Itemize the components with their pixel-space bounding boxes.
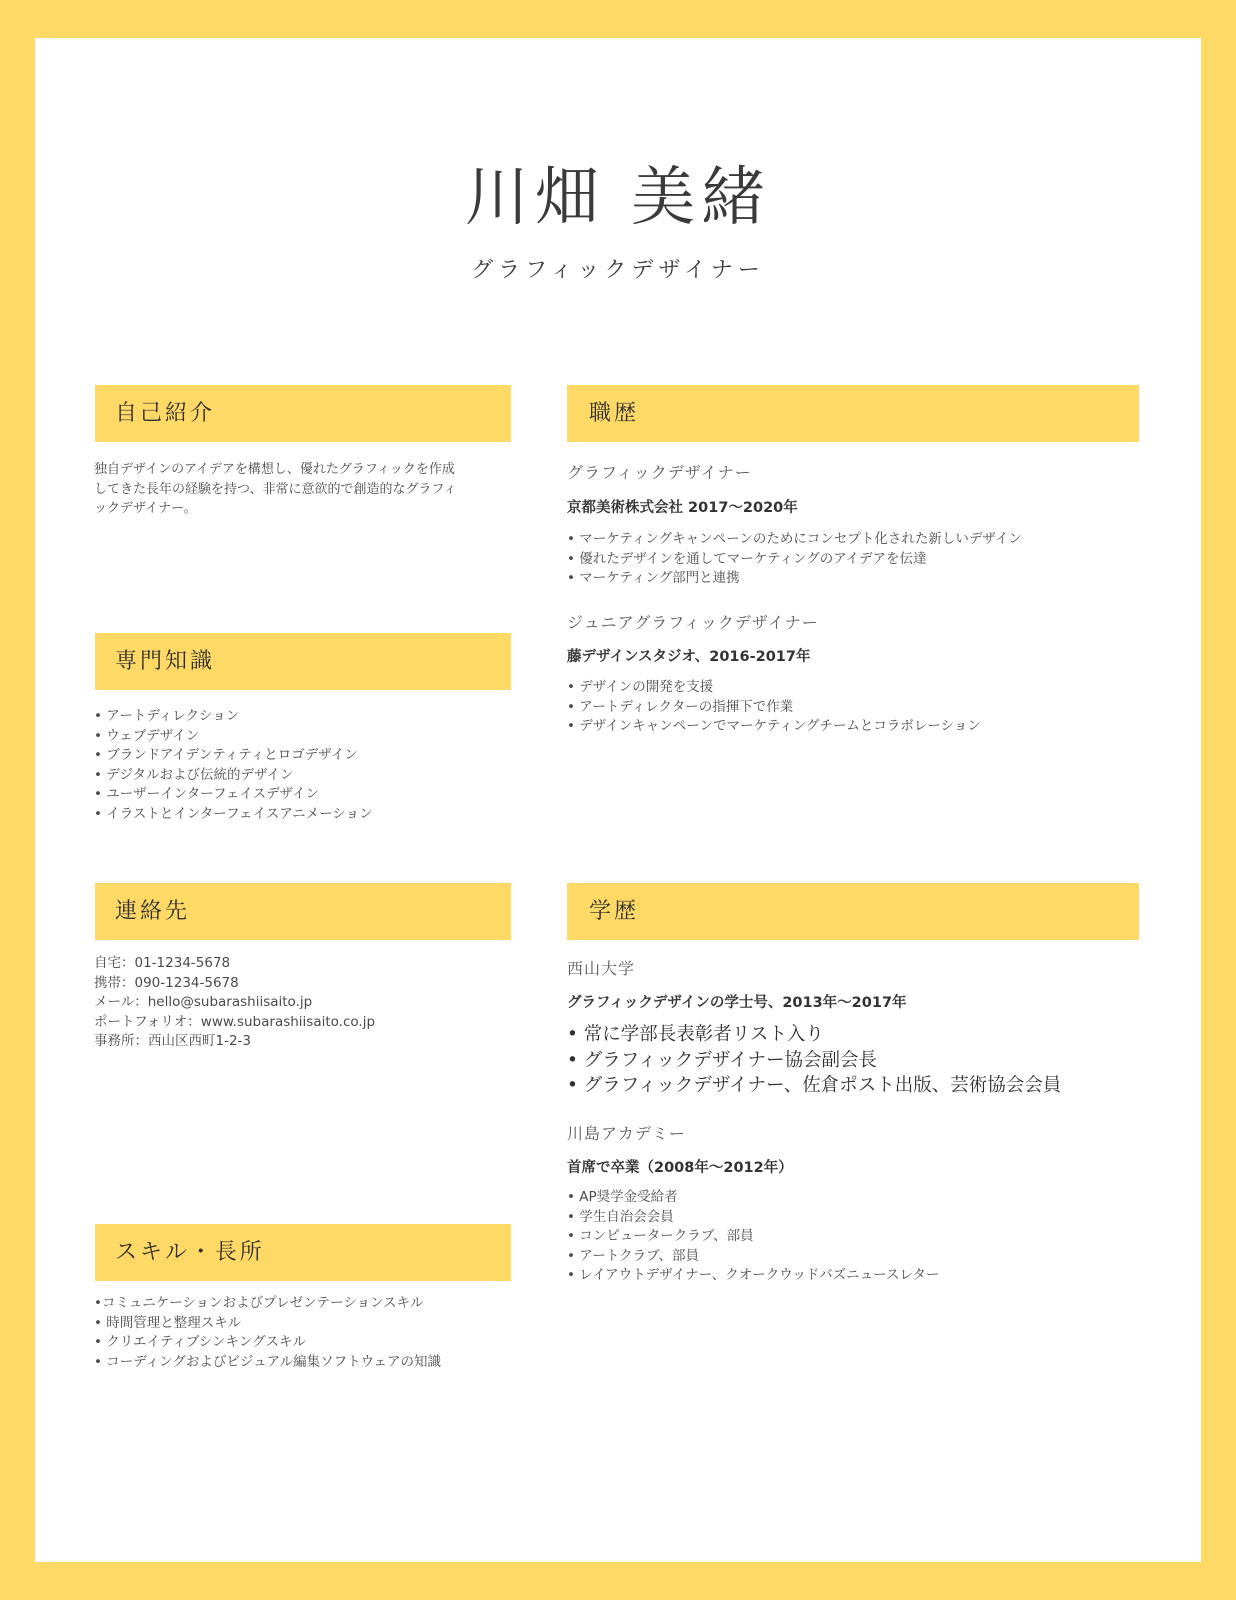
skills-heading: スキル・長所 <box>95 1224 511 1281</box>
contact-list <box>94 954 375 1052</box>
school-degree: 首席で卒業（2008年～2012年） <box>567 1160 793 1176</box>
job-company: 藤デザインスタジオ、2016-2017年 <box>567 649 811 665</box>
resume-sheet <box>35 38 1201 1562</box>
list-item: • ブランドアイデンティティとロゴデザイン <box>94 747 358 764</box>
school-achievements <box>567 1022 1061 1099</box>
job-title: グラフィックデザイナー <box>471 258 765 283</box>
contact-office: 事務所：西山区西町1-2-3 <box>94 1033 252 1050</box>
profile-line: してきた長年の経験を持つ、非常に意欲的で創造的なグラフィ <box>94 481 457 497</box>
list-item: • コンピュータークラブ、部員 <box>567 1228 754 1245</box>
school-name: 川島アカデミー <box>567 1124 686 1143</box>
list-item: • デザインキャンペーンでマーケティングチームとコラボレーション <box>567 718 981 735</box>
list-item: • グラフィックデザイナー協会副会長 <box>567 1049 878 1071</box>
list-item: • クリエイティブシンキングスキル <box>94 1334 306 1351</box>
person-name: 川畑 美緒 <box>464 161 772 235</box>
profile-line: ックデザイナー。 <box>94 501 197 516</box>
profile-text <box>94 460 514 519</box>
contact-heading: 連絡先 <box>95 883 511 940</box>
list-item: • グラフィックデザイナー、佐倉ポスト出版、芸術協会会員 <box>567 1075 1062 1096</box>
profile-line: 独自デザインのアイデアを構想し、優れたグラフィックを作成 <box>94 462 455 477</box>
expertise-heading: 専門知識 <box>95 633 511 690</box>
job-duties <box>567 678 981 737</box>
contact-home: 自宅：01-1234-5678 <box>94 955 231 971</box>
profile-heading: 自己紹介 <box>95 385 511 442</box>
list-item: • 時間管理と整理スキル <box>94 1314 242 1331</box>
education-heading: 学歴 <box>567 883 1139 940</box>
school-achievements <box>567 1188 939 1286</box>
list-item: • デジタルおよび伝統的デザイン <box>94 766 294 783</box>
list-item: • AP奨学金受給者 <box>567 1189 678 1205</box>
job-duties <box>567 530 1022 589</box>
career-heading: 職歴 <box>567 385 1139 442</box>
contact-mobile: 携帯：090-1234-5678 <box>94 974 239 991</box>
list-item: • ウェブデザイン <box>94 727 200 744</box>
list-item: • デザインの開発を支援 <box>567 679 714 695</box>
skills-list <box>94 1294 441 1372</box>
list-item: • レイアウトデザイナー、クオークウッドバズニュースレター <box>567 1267 940 1284</box>
list-item: • アートクラブ、部員 <box>567 1247 699 1264</box>
job-position: グラフィックデザイナー <box>567 463 752 482</box>
contact-email: メール：hello@subarashiisaito.jp <box>94 994 313 1011</box>
list-item: • イラストとインターフェイスアニメーション <box>94 805 373 822</box>
list-item: • マーケティングキャンペーンのためにコンセプト化された新しいデザイン <box>567 531 1022 547</box>
list-item: • コーディングおよびビジュアル編集ソフトウェアの知識 <box>94 1353 442 1370</box>
expertise-list <box>94 707 373 825</box>
list-item: • アートディレクターの指揮下で作業 <box>567 698 794 715</box>
contact-portfolio: ポートフォリオ：www.subarashiisaito.co.jp <box>94 1013 376 1030</box>
list-item: • 常に学部長表彰者リスト入り <box>567 1024 824 1045</box>
school-degree: グラフィックデザインの学士号、2013年～2017年 <box>567 995 907 1011</box>
list-item: • 優れたデザインを通してマーケティングのアイデアを伝達 <box>567 550 927 567</box>
school-name: 西山大学 <box>567 959 636 978</box>
job-position: ジュニアグラフィックデザイナー <box>567 613 819 632</box>
list-item: • アートディレクション <box>94 708 240 724</box>
list-item: • ユーザーインターフェイスデザイン <box>94 786 320 803</box>
list-item: • 学生自治会会員 <box>567 1208 674 1225</box>
list-item: • マーケティング部門と連携 <box>567 570 740 587</box>
job-company: 京都美術株式会社 2017～2020年 <box>567 500 798 516</box>
list-item: •コミュニケーションおよびプレゼンテーションスキル <box>94 1295 424 1311</box>
